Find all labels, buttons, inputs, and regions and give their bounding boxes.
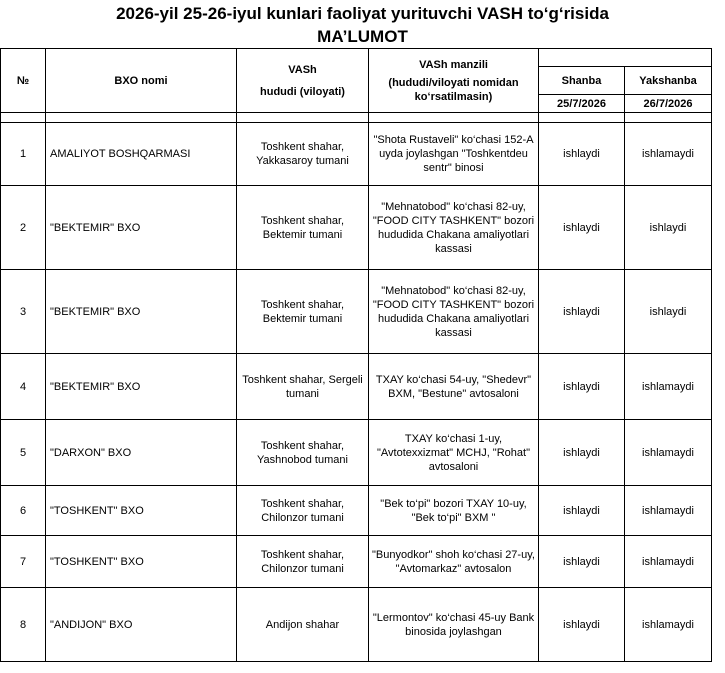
- header-address: [369, 49, 539, 113]
- header-address-line1: VASh manzili: [419, 58, 488, 71]
- row-number: 8: [1, 588, 46, 662]
- row-number: 2: [1, 186, 46, 270]
- row-saturday-status: ishlaydi: [539, 270, 625, 354]
- spacer-cell: [46, 113, 237, 123]
- table-row: [1, 420, 712, 486]
- row-address: TXAY ko‘chasi 54-uy, "Shedevr" BXM, "Bestune" avtosaloni: [369, 354, 539, 420]
- table-row: [1, 588, 712, 662]
- row-number: 4: [1, 354, 46, 420]
- row-number: 7: [1, 536, 46, 588]
- table-row: [1, 270, 712, 354]
- header-number: №: [1, 49, 46, 113]
- row-address: "Mehnatobod" ko‘chasi 82-uy, "FOOD CITY TASHKENT" bozori hududida Chakana amaliyotlari kassasi: [369, 186, 539, 270]
- row-address: TXAY ko‘chasi 1-uy, "Avtotexxizmat" MCHJ, "Rohat" avtosaloni: [369, 420, 539, 486]
- table-row: [1, 536, 712, 588]
- row-saturday-status: ishlaydi: [539, 123, 625, 186]
- row-name: "BEKTEMIR" BXO: [46, 186, 237, 270]
- row-number: 6: [1, 486, 46, 536]
- row-region: Toshkent shahar, Yashnobod tumani: [237, 420, 369, 486]
- spacer-row: [1, 113, 712, 123]
- spacer-cell: [369, 113, 539, 123]
- header-address-line2: (hududi/viloyati nomidan ko‘rsatilmasin): [388, 76, 519, 103]
- spacer-cell: [625, 113, 712, 123]
- row-region: Toshkent shahar, Yakkasaroy tumani: [237, 123, 369, 186]
- spacer-cell: [237, 113, 369, 123]
- row-sunday-status: ishlamaydi: [625, 354, 712, 420]
- header-region-line1: VASh: [288, 63, 317, 76]
- row-name: "DARXON" BXO: [46, 420, 237, 486]
- row-region: Toshkent shahar, Sergeli tumani: [237, 354, 369, 420]
- table-row: [1, 186, 712, 270]
- row-saturday-status: ishlaydi: [539, 588, 625, 662]
- row-region: Toshkent shahar, Chilonzor tumani: [237, 486, 369, 536]
- row-number: 3: [1, 270, 46, 354]
- header-sunday-date: 26/7/2026: [625, 95, 712, 113]
- table-row: [1, 123, 712, 186]
- row-name: "TOSHKENT" BXO: [46, 486, 237, 536]
- row-address: "Mehnatobod" ko‘chasi 82-uy, "FOOD CITY TASHKENT" bozori hududida Chakana amaliyotlari kassasi: [369, 270, 539, 354]
- row-sunday-status: ishlamaydi: [625, 536, 712, 588]
- row-name: AMALIYOT BOSHQARMASI: [46, 123, 237, 186]
- row-number: 1: [1, 123, 46, 186]
- row-saturday-status: ishlaydi: [539, 486, 625, 536]
- header-saturday: Shanba: [539, 67, 625, 95]
- row-address: "Bek to‘pi" bozori TXAY 10-uy, "Bek to‘pi" BXM ": [369, 486, 539, 536]
- header-saturday-date: 25/7/2026: [539, 95, 625, 113]
- row-region: Toshkent shahar, Bektemir tumani: [237, 186, 369, 270]
- header-sunday: Yakshanba: [625, 67, 712, 95]
- row-saturday-status: ishlaydi: [539, 354, 625, 420]
- row-region: Toshkent shahar, Chilonzor tumani: [237, 536, 369, 588]
- header-region: [237, 49, 369, 113]
- row-saturday-status: ishlaydi: [539, 186, 625, 270]
- row-sunday-status: ishlaydi: [625, 186, 712, 270]
- row-sunday-status: ishlamaydi: [625, 420, 712, 486]
- spacer-cell: [1, 113, 46, 123]
- row-name: "BEKTEMIR" BXO: [46, 270, 237, 354]
- row-address: "Bunyodkor" shoh ko‘chasi 27-uy, "Avtomarkaz" avtosalon: [369, 536, 539, 588]
- table-row: [1, 486, 712, 536]
- row-region: Toshkent shahar, Bektemir tumani: [237, 270, 369, 354]
- row-sunday-status: ishlamaydi: [625, 486, 712, 536]
- row-saturday-status: ishlaydi: [539, 536, 625, 588]
- header-region-line2: hududi (viloyati): [260, 85, 345, 98]
- schedule-table: [0, 48, 712, 662]
- header-days-group: [539, 49, 712, 67]
- row-region: Andijon shahar: [237, 588, 369, 662]
- row-name: "TOSHKENT" BXO: [46, 536, 237, 588]
- row-saturday-status: ishlaydi: [539, 420, 625, 486]
- row-address: "Shota Rustaveli" ko‘chasi 152-A uyda joylashgan "Toshkentdeu sentr" binosi: [369, 123, 539, 186]
- document-title: 2026-yil 25-26-iyul kunlari faoliyat yurituvchi VASH to‘g‘risida: [116, 4, 609, 23]
- table-row: [1, 354, 712, 420]
- row-number: 5: [1, 420, 46, 486]
- spacer-cell: [539, 113, 625, 123]
- row-sunday-status: ishlaydi: [625, 270, 712, 354]
- row-name: "ANDIJON" BXO: [46, 588, 237, 662]
- row-name: "BEKTEMIR" BXO: [46, 354, 237, 420]
- row-address: "Lermontov" ko‘chasi 45-uy Bank binosida joylashgan: [369, 588, 539, 662]
- row-sunday-status: ishlamaydi: [625, 588, 712, 662]
- row-sunday-status: ishlamaydi: [625, 123, 712, 186]
- header-name: BXO nomi: [46, 49, 237, 113]
- document-subtitle: MA’LUMOT: [317, 27, 408, 46]
